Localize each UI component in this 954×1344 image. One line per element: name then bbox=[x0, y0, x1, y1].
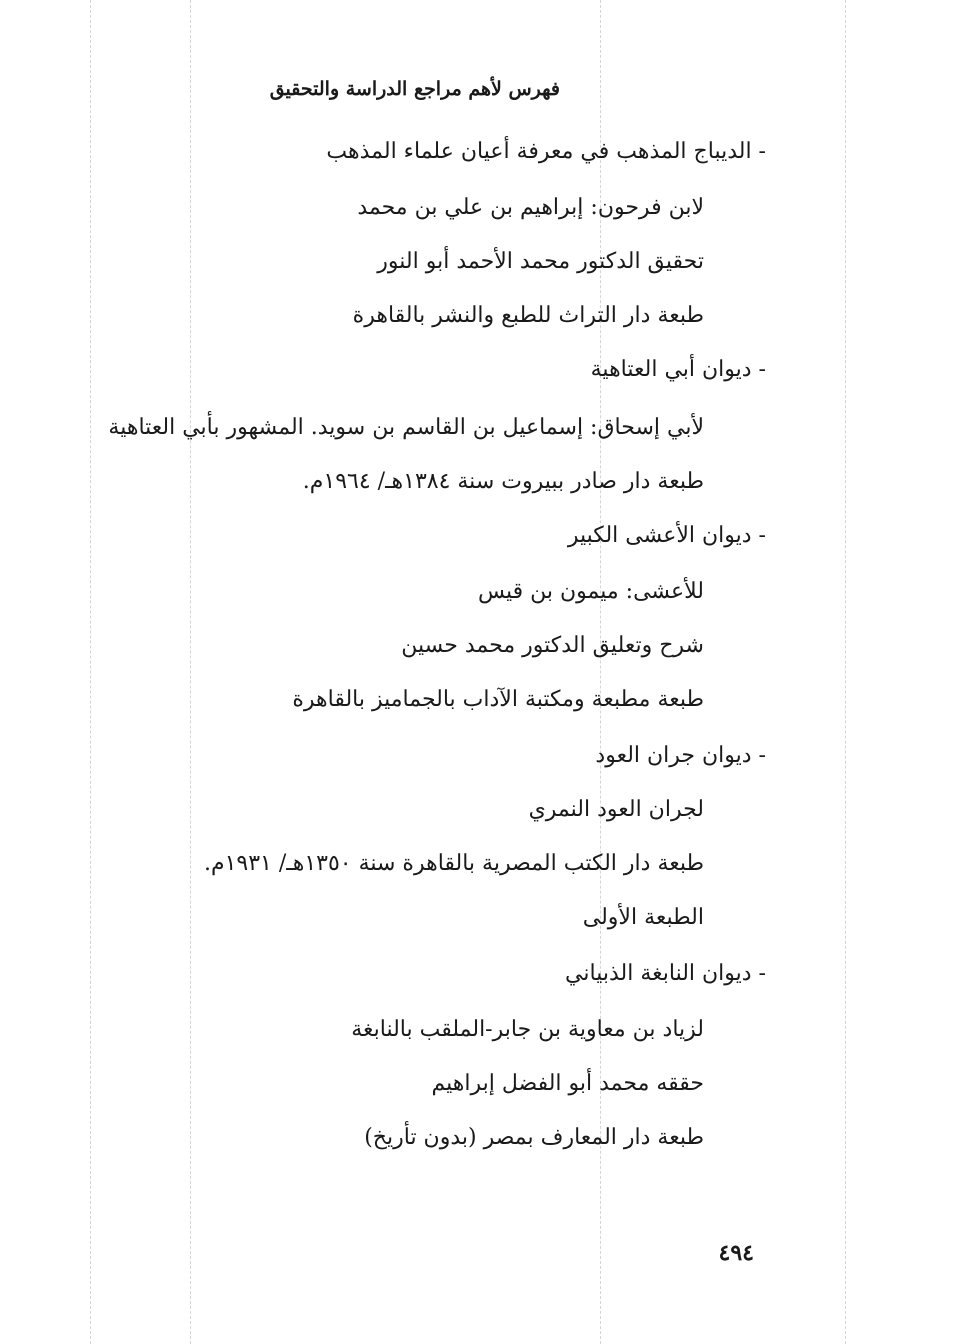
entry-editor: تحقيق الدكتور محمد الأحمد أبو النور bbox=[377, 249, 704, 274]
entry-editor: شرح وتعليق الدكتور محمد حسين bbox=[401, 633, 704, 658]
scan-guide-line bbox=[845, 0, 846, 1344]
running-header: فهرس لأهم مراجع الدراسة والتحقيق bbox=[269, 78, 560, 100]
entry-publisher: طبعة دار صادر ببيروت سنة ١٣٨٤هـ/ ١٩٦٤م. bbox=[302, 469, 704, 494]
entry-title: - ديوان النابغة الذبياني bbox=[565, 961, 766, 986]
scan-guide-line bbox=[190, 0, 191, 1344]
entry-author: لأبي إسحاق: إسماعيل بن القاسم بن سويد. المشهور بأبي العتاهية bbox=[108, 415, 704, 440]
entry-publisher: طبعة مطبعة ومكتبة الآداب بالجماميز بالقاهرة bbox=[292, 687, 704, 712]
entry-publisher: طبعة دار المعارف بمصر (بدون تأريخ) bbox=[364, 1125, 704, 1150]
entry-edition: الطبعة الأولى bbox=[582, 905, 704, 930]
entry-author: لزياد بن معاوية بن جابر-الملقب بالنابغة bbox=[351, 1017, 704, 1042]
entry-title: - ديوان الأعشى الكبير bbox=[567, 523, 766, 548]
entry-publisher: طبعة دار الكتب المصرية بالقاهرة سنة ١٣٥٠هـ/ ١٩٣١م. bbox=[203, 851, 704, 876]
entry-author: للأعشى: ميمون بن قيس bbox=[477, 579, 704, 604]
entry-title: - الديباج المذهب في معرفة أعيان علماء المذهب bbox=[326, 139, 766, 164]
page-number: ٤٩٤ bbox=[718, 1240, 754, 1266]
entry-title: - ديوان أبي العتاهية bbox=[590, 357, 766, 382]
entry-editor: حققه محمد أبو الفضل إبراهيم bbox=[431, 1071, 704, 1096]
scan-guide-line bbox=[90, 0, 91, 1344]
entry-author: لجران العود النمري bbox=[528, 797, 704, 822]
entry-title: - ديوان جران العود bbox=[595, 743, 766, 768]
entry-author: لابن فرحون: إبراهيم بن علي بن محمد bbox=[357, 195, 704, 220]
entry-publisher: طبعة دار التراث للطبع والنشر بالقاهرة bbox=[352, 303, 704, 328]
